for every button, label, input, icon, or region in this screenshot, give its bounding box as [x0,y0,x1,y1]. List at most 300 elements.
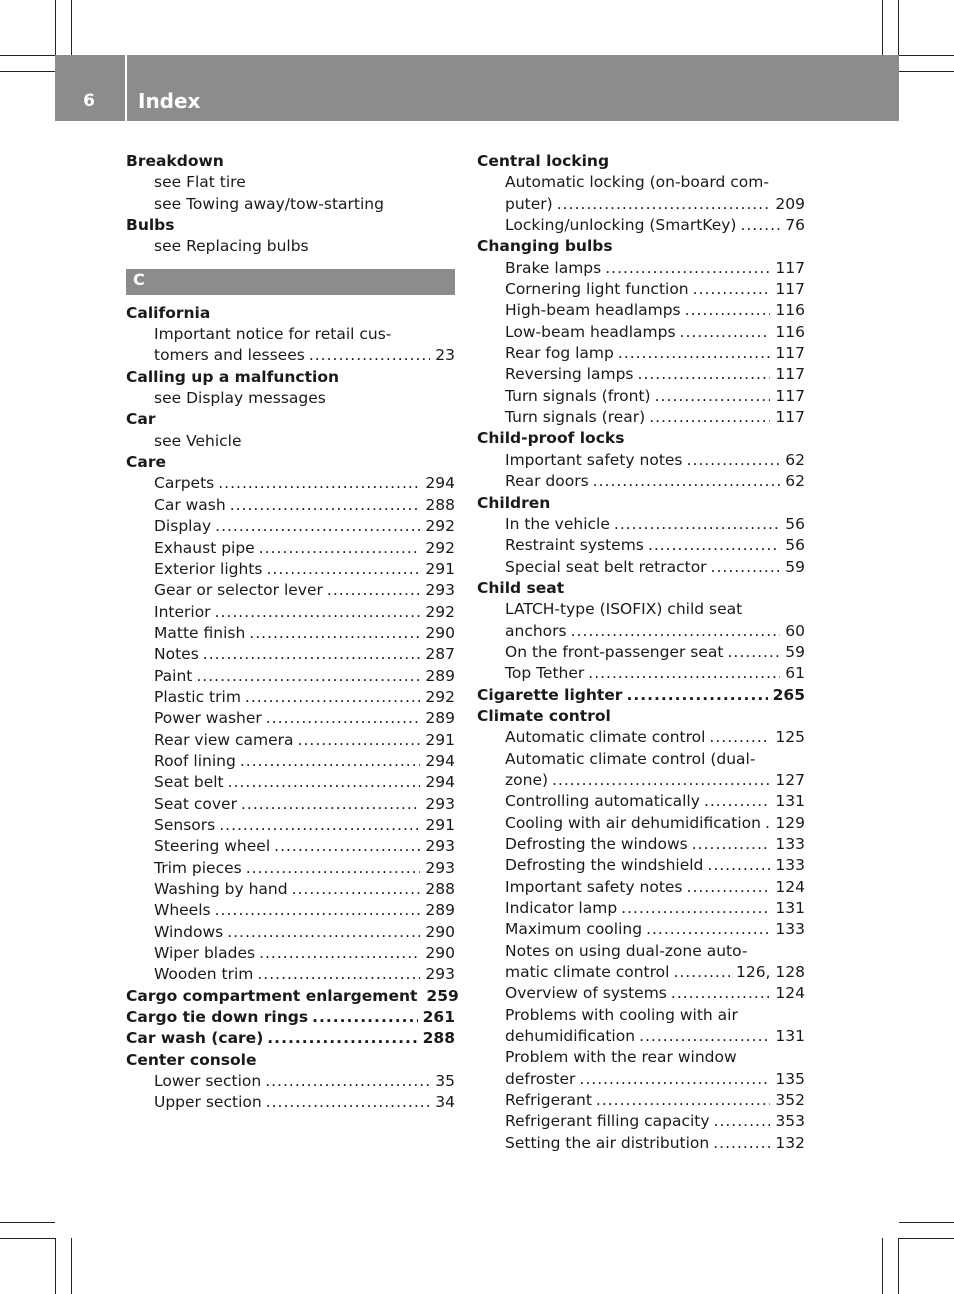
entry-label: puter) [505,194,553,213]
entry-label: Trim pieces [154,858,242,877]
entry-label: Reversing lamps [505,365,634,384]
crop-mark [55,1238,56,1294]
crop-mark [0,1222,55,1223]
dot-leader [680,322,771,343]
page-reference: 35 [435,1072,455,1091]
entry-label: Sensors [154,815,216,834]
index-heading: Breakdown [126,152,224,170]
entry-label: Car wash (care) [126,1029,264,1048]
entry-label: Wheels [154,901,211,920]
index-subentry [477,1069,805,1090]
entry-label: Important safety notes [505,450,683,469]
dot-leader [728,642,781,663]
page-reference: 293 [425,858,455,877]
index-subentry [477,450,805,471]
page-number: 6 [83,91,95,111]
dot-leader [249,623,420,644]
page-reference: 117 [775,258,805,277]
page-reference: 294 [425,773,455,792]
crop-mark [71,1238,72,1294]
dot-leader [579,1069,770,1090]
index-subentry: Important notice for retail cus- [154,325,392,344]
page-reference: 133 [775,856,805,875]
entry-label: Matte finish [154,623,246,642]
page-reference: 127 [775,770,805,789]
dot-leader [693,279,771,300]
dot-leader [655,386,771,407]
page-reference: 135 [775,1069,805,1088]
index-subentry [477,471,805,492]
index-heading: Car [126,410,156,429]
entry-label: Locking/unlocking (SmartKey) [505,216,737,235]
index-subentry [477,1090,805,1111]
index-subentry [477,322,805,343]
crop-mark [899,1238,954,1239]
index-subentry [126,644,455,665]
page-reference: 116 [775,301,805,320]
index-subentry [477,642,805,663]
index-subentry: Notes on using dual-zone auto- [505,941,748,960]
dot-leader [215,602,421,623]
entry-label: Upper section [154,1093,262,1112]
index-subentry [477,834,805,855]
index-subentry [126,538,455,559]
page-reference: 288 [425,880,455,898]
index-subentry: see Vehicle [154,431,242,450]
index-subentry [126,559,455,580]
entry-label: In the vehicle [505,514,610,533]
dot-leader [218,473,420,494]
dot-leader [240,751,421,772]
index-subentry [477,300,805,321]
index-heading [126,1007,455,1028]
dot-leader [274,836,420,857]
page-reference: 133 [775,920,805,939]
index-subentry [477,557,805,578]
dot-leader [671,983,771,1004]
dot-leader [203,644,421,665]
index-column-right [477,151,805,1154]
page-reference: 293 [425,965,455,984]
page-reference: 265 [772,685,805,704]
page-reference: 76 [785,216,805,235]
page-reference: 23 [435,346,455,365]
page-reference: 116 [775,322,805,341]
page-reference: 132 [775,1133,805,1152]
index-subentry: LATCH-type (ISOFIX) child seat [505,600,743,619]
page-reference: 133 [775,835,805,853]
index-subentry [126,900,455,921]
index-subentry [477,1133,805,1154]
page-reference: 289 [425,901,455,920]
entry-label: Roof lining [154,751,236,770]
entry-label: Top Tether [505,664,585,683]
page-reference: 290 [425,944,455,963]
crop-mark [0,71,55,72]
dot-leader [309,345,430,366]
page-reference: 117 [775,365,805,384]
entry-label: Cargo tie down rings [126,1008,309,1027]
page-reference: 131 [775,899,805,918]
page-reference: 59 [785,557,805,576]
entry-label: Refrigerant [505,1091,592,1110]
index-subentry [126,666,455,687]
dot-leader [267,1028,417,1049]
dot-leader [687,877,771,898]
page-reference: 131 [775,1027,805,1046]
index-subentry [477,364,805,385]
entry-label: Rear doors [505,472,589,491]
page-reference: 289 [425,709,455,728]
dot-leader [646,919,770,940]
page-reference: 291 [425,730,455,749]
entry-label: High-beam headlamps [505,301,681,320]
page-reference: 290 [425,623,455,642]
dot-leader [266,559,420,580]
entry-label: Seat cover [154,794,237,813]
entry-label: Brake lamps [505,258,602,277]
entry-label: defroster [505,1069,576,1088]
entry-label: Seat belt [154,773,224,792]
index-subentry [477,258,805,279]
dot-leader [714,1111,771,1132]
dot-leader [241,794,420,815]
dot-leader [298,730,421,751]
page-reference: 353 [775,1112,805,1131]
dot-leader [259,538,421,559]
entry-label: Exterior lights [154,559,263,578]
entry-label: Paint [154,666,193,685]
page-reference: 34 [435,1093,455,1112]
page-reference: 261 [422,1008,455,1027]
page-reference: 59 [785,642,805,661]
dot-leader [765,813,770,834]
entry-label: Defrosting the windows [505,835,688,853]
page-reference: 61 [785,664,805,683]
index-subentry [477,877,805,898]
page-reference: 294 [425,751,455,770]
entry-label: Cornering light function [505,280,689,299]
entry-label: Carpets [154,474,215,493]
index-subentry [477,770,805,791]
dot-leader [621,898,770,919]
page-reference: 293 [425,837,455,856]
entry-label: Rear view camera [154,730,294,749]
index-subentry [126,815,455,836]
dot-leader [266,1092,431,1113]
header-divider [125,55,127,121]
index-subentry [126,1071,455,1092]
index-subentry [126,345,455,366]
entry-label: Setting the air distribution [505,1133,710,1152]
dot-leader [588,663,780,684]
page-reference: 126, 128 [735,963,805,982]
index-subentry [477,727,805,748]
page-reference: 117 [775,408,805,427]
index-subentry [477,1111,805,1132]
entry-label: Steering wheel [154,837,271,856]
index-subentry [126,580,455,601]
entry-label: tomers and lessees [154,346,305,365]
index-subentry [477,919,805,940]
entry-label: On the front-passenger seat [505,642,724,661]
entry-label: Plastic trim [154,687,241,706]
entry-label: Gear or selector lever [154,581,323,600]
crop-mark [0,1238,55,1239]
dot-leader [552,770,770,791]
page-reference: 117 [775,344,805,363]
entry-label: Special seat belt retractor [505,557,707,576]
index-heading: Child seat [477,578,565,597]
index-subentry [126,1092,455,1113]
entry-label: Refrigerant filling capacity [505,1112,710,1131]
entry-label: Interior [154,602,211,621]
entry-label: Turn signals (front) [505,386,651,405]
entry-label: Important safety notes [505,877,683,896]
entry-label: Indicator lamp [505,899,618,918]
index-heading: Climate control [477,706,611,725]
index-subentry [126,473,455,494]
entry-label: Exhaust pipe [154,538,255,557]
dot-leader [312,1007,418,1028]
dot-leader [257,964,420,985]
index-heading: Care [126,453,166,472]
dot-leader [215,900,421,921]
index-subentry [126,964,455,985]
dot-leader [265,1071,430,1092]
page-reference: 293 [425,581,455,600]
entry-label: Defrosting the windshield [505,856,704,875]
dot-leader [673,962,731,983]
page-reference: 60 [785,621,805,640]
dot-leader [704,791,771,812]
index-subentry: see Replacing bulbs [154,237,309,256]
dot-leader [648,535,780,556]
entry-label: Notes [154,645,199,664]
index-subentry [477,407,805,428]
dot-leader [605,258,770,279]
index-heading: Center console [126,1050,257,1069]
index-subentry [126,623,455,644]
dot-leader [266,708,421,729]
index-subentry [477,514,805,535]
entry-label: Cooling with air dehumidification [505,813,761,832]
entry-label: Cargo compartment enlargement [126,986,418,1005]
index-subentry: Problem with the rear window [505,1048,737,1067]
index-subentry [477,194,805,215]
index-subentry [126,602,455,623]
dot-leader [246,858,421,879]
index-subentry [477,663,805,684]
index-subentry: see Display messages [154,389,326,408]
entry-label: Restraint systems [505,536,644,555]
index-heading: Child-proof locks [477,429,625,448]
entry-label: Low-beam headlamps [505,322,676,341]
dot-leader [327,580,421,601]
entry-label: Power washer [154,709,262,728]
dot-leader [196,666,420,687]
crop-mark [882,0,883,55]
dot-leader [614,514,780,535]
index-subentry [477,279,805,300]
entry-label: Cigarette lighter [477,685,623,704]
entry-label: matic climate control [505,963,670,982]
index-subentry [126,794,455,815]
dot-leader [292,879,421,900]
index-subentry: see Towing away/tow-starting [154,194,384,213]
page-title: Index [138,89,201,113]
dot-leader [685,300,771,321]
page-reference: 352 [775,1091,805,1110]
page-reference: 290 [425,922,455,941]
index-heading: Central locking [477,152,610,170]
entry-label: Lower section [154,1072,262,1091]
index-subentry [126,922,455,943]
index-subentry [126,943,455,964]
entry-label: Windows [154,922,224,941]
page-reference: 259 [426,986,459,1005]
crop-mark [899,71,954,72]
page-reference: 125 [775,728,805,747]
page-reference: 292 [425,687,455,706]
entry-label: zone) [505,770,549,789]
page-reference: 291 [425,815,455,834]
index-subentry [477,813,805,834]
dot-leader [713,1133,770,1154]
index-subentry [477,962,805,983]
dot-leader [259,943,420,964]
crop-mark [899,55,954,56]
dot-leader [649,407,770,428]
index-subentry [477,535,805,556]
page-reference: 124 [775,984,805,1003]
dot-leader [593,471,781,492]
entry-label: Controlling automatically [505,792,700,811]
index-subentry [477,386,805,407]
entry-label: Overview of systems [505,984,667,1003]
entry-label: Maximum cooling [505,920,643,939]
crop-mark [55,0,56,55]
dot-leader [227,922,420,943]
crop-mark [898,0,899,55]
dot-leader [596,1090,771,1111]
page-reference: 292 [425,538,455,557]
dot-leader [740,215,780,236]
entry-label: Car wash [154,495,226,514]
index-subentry [126,772,455,793]
index-subentry [126,730,455,751]
index-subentry [126,858,455,879]
dot-leader [692,834,771,855]
index-subentry [477,1026,805,1047]
dot-leader [687,450,781,471]
index-subentry [126,879,455,900]
index-subentry [477,343,805,364]
index-subentry [477,855,805,876]
index-heading [126,1028,455,1049]
crop-mark [898,1238,899,1294]
index-subentry: Automatic climate control (dual- [505,749,756,768]
dot-leader [709,727,770,748]
dot-leader [711,557,781,578]
index-heading [477,685,805,706]
entry-label: dehumidification [505,1027,636,1046]
entry-label: Wooden trim [154,965,254,984]
dot-leader [219,815,420,836]
entry-label: Rear fog lamp [505,344,614,363]
dot-leader [571,621,781,642]
index-heading: Calling up a malfunction [126,367,340,386]
index-subentry: see Flat tire [154,173,246,192]
dot-leader [639,1026,770,1047]
index-subentry [126,751,455,772]
page-reference: 209 [775,194,805,213]
page-reference: 293 [425,794,455,813]
dot-leader [637,364,770,385]
index-subentry [126,708,455,729]
index-subentry [477,621,805,642]
entry-label: Washing by hand [154,880,288,898]
index-subentry [126,687,455,708]
page-reference: 292 [425,602,455,621]
crop-mark [71,0,72,55]
dot-leader [245,687,420,708]
entry-label: Wiper blades [154,944,256,963]
section-letter-bar: C [126,269,455,295]
dot-leader [215,516,420,537]
dot-leader [618,343,771,364]
dot-leader [230,495,421,516]
dot-leader [707,855,770,876]
index-subentry: Problems with cooling with air [505,1005,738,1024]
entry-label: Automatic climate control [505,728,706,747]
page-reference: 62 [785,472,805,491]
page-reference: 124 [775,877,805,896]
page-reference: 288 [422,1029,455,1048]
index-subentry [126,495,455,516]
dot-leader [626,685,767,706]
index-subentry [126,516,455,537]
index-subentry [477,983,805,1004]
entry-label: Display [154,517,212,536]
entry-label: Turn signals (rear) [505,408,646,427]
crop-mark [882,1238,883,1294]
page-reference: 289 [425,666,455,685]
index-subentry [477,791,805,812]
crop-mark [899,1222,954,1223]
index-heading: California [126,303,211,322]
page-reference: 117 [775,280,805,299]
page-reference: 129 [775,813,805,832]
page-reference: 117 [775,386,805,405]
index-subentry: Automatic locking (on-board com- [505,173,769,192]
index-subentry [477,215,805,236]
index-column-left [126,151,459,1114]
page-reference: 288 [425,495,455,514]
index-heading: Bulbs [126,216,175,235]
index-heading: Children [477,493,551,512]
page-reference: 131 [775,792,805,811]
index-heading [126,986,459,1007]
dot-leader [228,772,421,793]
index-subentry [126,836,455,857]
page-reference: 291 [425,559,455,578]
page-reference: 62 [785,450,805,469]
index-heading: Changing bulbs [477,237,613,256]
entry-label: anchors [505,621,567,640]
page-reference: 292 [425,517,455,536]
index-subentry [477,898,805,919]
